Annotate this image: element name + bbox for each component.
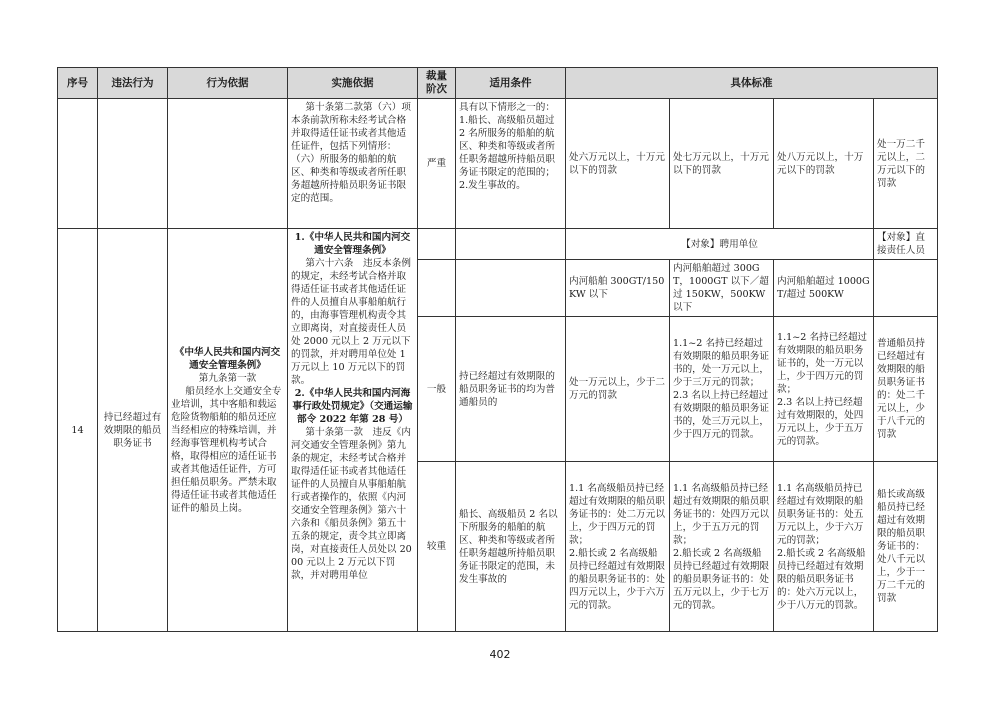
cell-impl: 第十条第二款第（六）项 本条前款所称未经考试合格并取得适任证书或者其他适任证件，包括下列情形：（六）所服务的船舶的航区、种类和等级或者所任职务超越所持船员职务证书限定的范围。 (288, 99, 418, 229)
impl-body-1: 第六十六条 违反本条例的规定，未经考试合格并取得适任证书或者其他适任证件的人员擅自从事船舶航行的，由海事管理机构责令其立即离岗，对直接责任人员处 2000 元以上 2 万元以下的罚款，并对聘用单位处 1 万元以上 10 万元以下的罚款。 (291, 258, 411, 386)
cell-std-4: 船长或高级船员持已经超过有效期限的船员职务证书的：处八千元以上，少于一万二千元的罚款 (874, 462, 938, 632)
cell-std-3: 处八万元以上，十万元以下的罚款 (774, 99, 874, 229)
cell-impl (288, 229, 418, 632)
cell-object-employer: 【对象】聘用单位 (566, 229, 874, 260)
cell-violation-empty (98, 99, 168, 229)
header-level: 裁量阶次 (418, 68, 456, 99)
cell-object-person: 【对象】直接责任人员 (874, 229, 938, 260)
header-seq: 序号 (58, 68, 98, 99)
header-violation: 违法行为 (98, 68, 168, 99)
cell-level: 严重 (418, 99, 456, 229)
cell-level-empty (418, 260, 456, 317)
cell-cond-empty (456, 229, 566, 260)
cell-seq-empty (58, 99, 98, 229)
cell-std-1: 处六万元以上，十万元以下的罚款 (566, 99, 670, 229)
cell-std-2: 1.1~2 名持已经超过有效期限的船员职务证书的，处一万元以上，少于三万元的罚款； 2.3 名以上持已经超过有效期限的船员职务证书的，处三万元以上，少于四万元的罚款。 (670, 317, 774, 462)
cell-cond: 具有以下情形之一的： 1.船长、高级船员超过 2 名所服务的船舶的航区、种类和等级或者所任职务超越所持船员职务证书限定的范围的； 2.发生事故的。 (456, 99, 566, 229)
cell-size-empty (874, 260, 938, 317)
cell-std-2: 1.1 名高级船员持已经超过有效期限的船员职务证书的：处四万元以上，少于五万元的罚款； 2.船长或 2 名高级船员持已经超过有效期限的船员职务证书的：处五万元以上，少于七万元的罚款。 (670, 462, 774, 632)
cell-std-4: 普通船员持已经超过有效期限的船员职务证书的：处二千元以上，少于八千元的罚款 (874, 317, 938, 462)
cell-std-4: 处一万二千元以上，二万元以下的罚款 (874, 99, 938, 229)
header-std: 具体标准 (566, 68, 938, 99)
cell-level: 一般 (418, 317, 456, 462)
cell-std-3: 1.1 名高级船员持已经超过有效期限的船员职务证书的：处五万元以上，少于六万元的罚款； 2.船长或 2 名高级船员持已经超过有效期限的船员职务证书的：处六万元以上，少于八万元的罚款。 (774, 462, 874, 632)
cell-size-2: 内河船舶超过 300GT，1000GT 以下／超过 150KW，500KW 以下 (670, 260, 774, 317)
cell-basis-empty (168, 99, 288, 229)
cell-basis (168, 229, 288, 632)
cell-std-1: 处一万元以上，少于二万元的罚款 (566, 317, 670, 462)
basis-title: 《中华人民共和国内河交通安全管理条例》 (174, 346, 281, 371)
impl-title-1: 1.《中华人民共和国内河交通安全管理条例》 (294, 232, 411, 256)
basis-body: 船员经水上交通安全专业培训，其中客船和载运危险货物船舶的船员还应当经相应的特殊培训，并经海事管理机构考试合格，取得相应的适任证书或者其他适任证件，方可担任船员职务。严禁未取得适任证书或者其他适任证件的船员上岗。 (171, 385, 282, 514)
cell-seq: 14 (58, 229, 98, 632)
header-cond: 适用条件 (456, 68, 566, 99)
cell-std-2: 处七万元以上，十万元以下的罚款 (670, 99, 774, 229)
impl-body-2: 第十条第一款 违反《内河交通安全管理条例》第九条的规定，未经考试合格并取得适任证书或者其他适任证件的人员擅自从事船舶航行或者操作的，依照《内河交通安全管理条例》第六十六条和《船员条例》第五十五条的规定，责令其立即离岗，对直接责任人员处以 2000 元以上 2 万元以下罚款，并对聘用单位 (291, 427, 412, 581)
cell-level: 较重 (418, 462, 456, 632)
cell-size-3: 内河船舶超过 1000GT/超过 500KW (774, 260, 874, 317)
header-basis: 行为依据 (168, 68, 288, 99)
cell-size-1: 内河船舶 300GT/150KW 以下 (566, 260, 670, 317)
penalty-standard-table (57, 67, 938, 632)
page-number: 402 (489, 648, 511, 661)
basis-clause: 第九条第一款 (198, 372, 257, 384)
table-row (58, 229, 938, 260)
cell-std-1: 1.1 名高级船员持已经超过有效期限的船员职务证书的：处二万元以上，少于四万元的罚款； 2.船长或 2 名高级船员持已经超过有效期限的船员职务证书的：处四万元以上，少于六万元的罚款。 (566, 462, 670, 632)
impl-title-2: 2.《中华人民共和国内河海事行政处罚规定》（交通运输部令 2022 年第 28 号） (292, 388, 413, 425)
cell-level-empty (418, 229, 456, 260)
cell-cond-empty (456, 260, 566, 317)
header-impl: 实施依据 (288, 68, 418, 99)
cell-std-3: 1.1~2 名持已经超过有效期限的船员职务证书的，处一万元以上，少于四万元的罚款； 2.3 名以上持已经超过有效期限的，处四万元以上，少于五万元的罚款。 (774, 317, 874, 462)
cell-cond: 船长、高级船员 2 名以下所服务的船舶的航区、种类和等级或者所任职务超越所持船员职务证书限定的范围，未发生事故的 (456, 462, 566, 632)
cell-cond: 持已经超过有效期限的船员职务证书的均为普通船员的 (456, 317, 566, 462)
table-row (58, 99, 938, 229)
table-header-row (58, 68, 938, 99)
cell-violation: 持已经超过有效期限的船员职务证书 (98, 229, 168, 632)
